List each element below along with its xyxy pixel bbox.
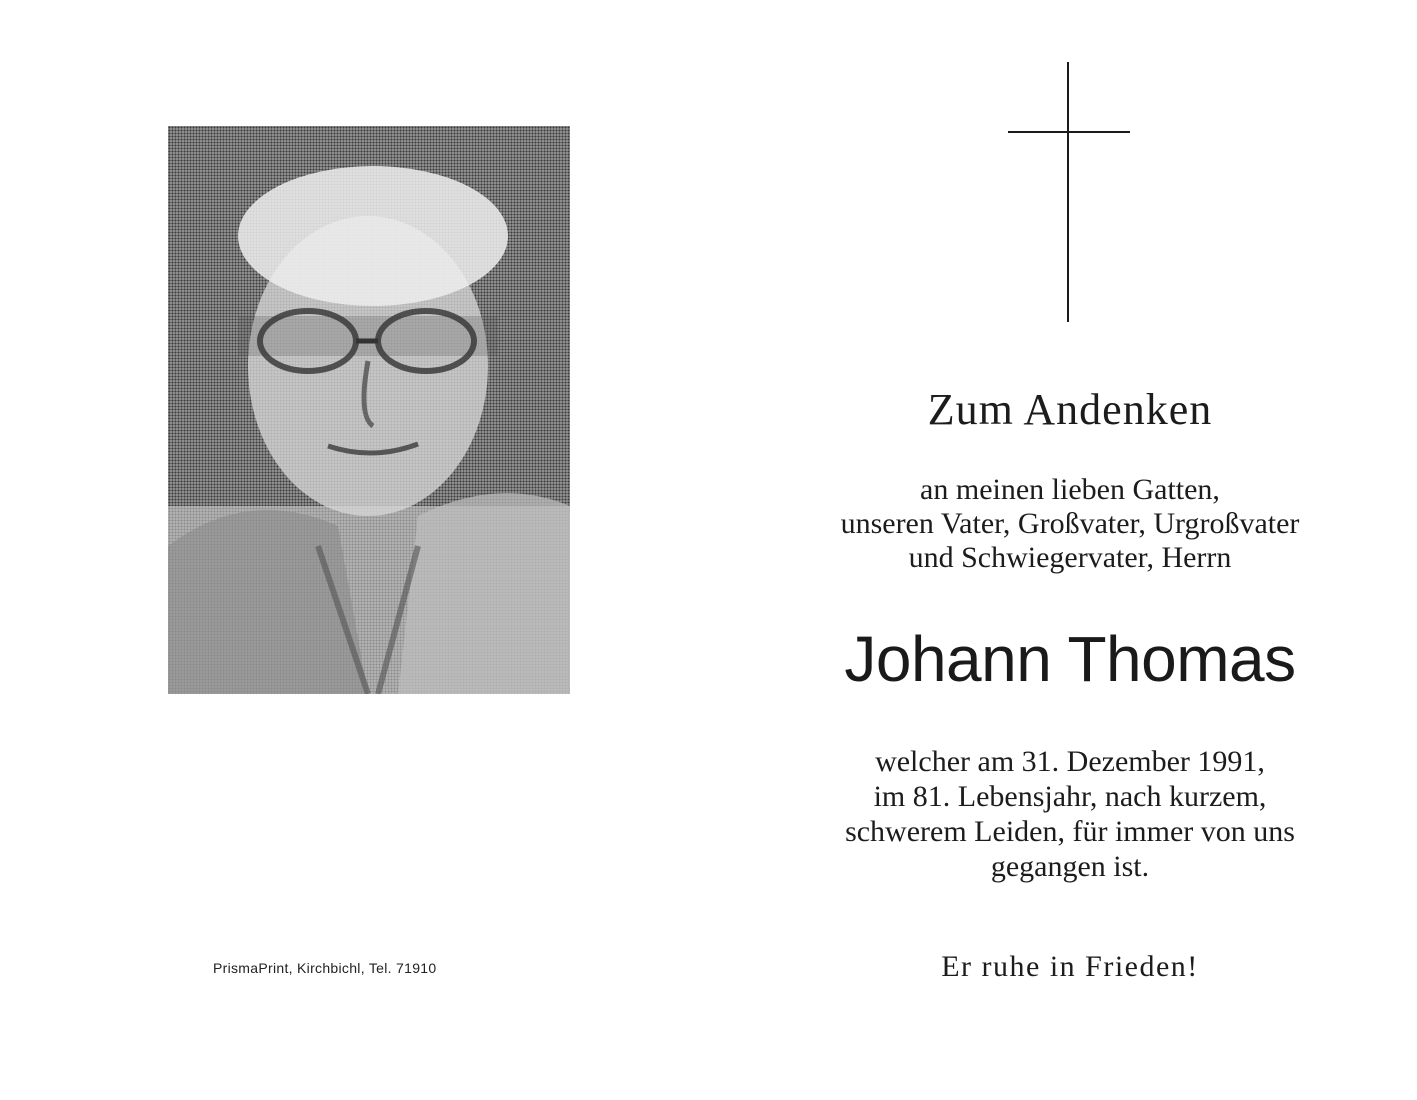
cross-icon [1008, 62, 1130, 322]
intro-line: unseren Vater, Großvater, Urgroßvater [840, 507, 1300, 540]
intro-line: und Schwiegervater, Herrn [908, 541, 1232, 574]
death-notice [760, 744, 1380, 884]
death-line: schwerem Leiden, für immer von uns [845, 815, 1295, 848]
portrait-photo [168, 126, 570, 694]
printer-credit: PrismaPrint, Kirchbichl, Tel. 71910 [213, 960, 437, 976]
deceased-name: Johann Thomas [844, 623, 1296, 695]
memorial-heading: Zum Andenken [927, 385, 1213, 434]
intro-line: an meinen lieben Gatten, [920, 473, 1220, 506]
intro-text [760, 473, 1380, 575]
farewell-text: Er ruhe in Frieden! [941, 950, 1199, 983]
death-line: welcher am 31. Dezember 1991, [875, 745, 1265, 778]
death-line: gegangen ist. [990, 850, 1150, 883]
portrait-figure [168, 126, 570, 694]
death-line: im 81. Lebensjahr, nach kurzem, [873, 780, 1267, 813]
